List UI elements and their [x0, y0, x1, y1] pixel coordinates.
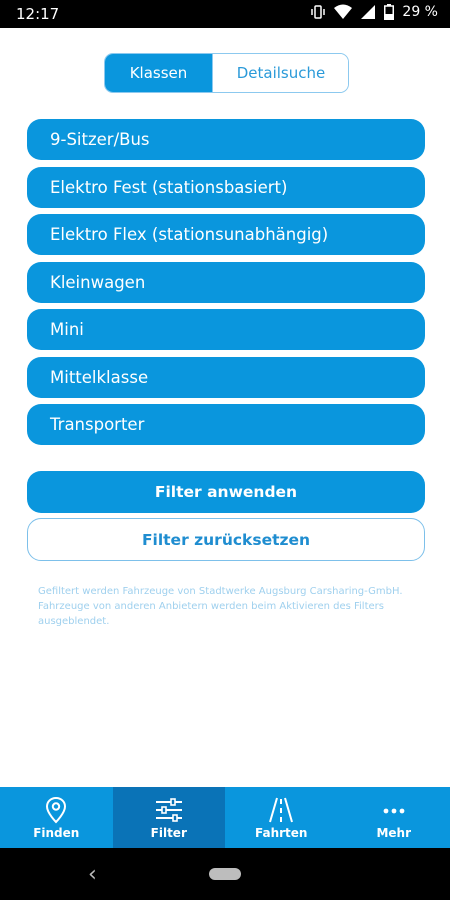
bottom-navigation: [0, 787, 450, 848]
battery-percentage: 29 %: [402, 4, 438, 20]
segmented-control: [104, 53, 349, 93]
signal-icon: [360, 4, 376, 20]
more-dots-icon: [382, 796, 406, 824]
nav-item-finden[interactable]: [0, 787, 113, 848]
wifi-icon: [334, 4, 352, 20]
nav-item-fahrten[interactable]: [225, 787, 338, 848]
battery-icon: [384, 4, 394, 20]
filter-info-note: Gefiltert werden Fahrzeuge von Stadtwerke Augsburg Carsharing-GmbH. Fahrzeuge von anderen Anbietern werden beim Aktivieren des Filters ausgeblendet.: [38, 586, 403, 627]
class-item-elektro-fest[interactable]: Elektro Fest (stationsbasiert): [27, 167, 425, 208]
class-item-kleinwagen[interactable]: Kleinwagen: [27, 262, 425, 303]
class-item-mini[interactable]: Mini: [27, 309, 425, 350]
sliders-icon: [154, 796, 184, 824]
reset-filter-button[interactable]: Filter zurücksetzen: [27, 518, 425, 561]
class-item-9-sitzer-bus[interactable]: 9-Sitzer/Bus: [27, 119, 425, 160]
nav-label-finden: Finden: [33, 826, 80, 840]
road-icon: [267, 796, 295, 824]
location-pin-icon: [45, 796, 67, 824]
class-item-mittelklasse[interactable]: Mittelklasse: [27, 357, 425, 398]
status-bar: [0, 0, 450, 28]
vibrate-icon: [310, 4, 326, 20]
nav-label-filter: Filter: [150, 826, 187, 840]
tab-klassen[interactable]: Klassen: [105, 54, 212, 92]
nav-item-mehr[interactable]: [338, 787, 450, 848]
system-navigation-bar: [0, 848, 450, 900]
tab-detailsuche[interactable]: Detailsuche: [212, 54, 349, 92]
home-pill-icon[interactable]: [209, 868, 241, 880]
status-icons: [310, 4, 438, 20]
class-item-elektro-flex[interactable]: Elektro Flex (stationsunabhängig): [27, 214, 425, 255]
nav-item-filter[interactable]: [113, 787, 226, 848]
vehicle-class-list: [27, 119, 425, 452]
apply-filter-button[interactable]: Filter anwenden: [27, 471, 425, 513]
class-item-transporter[interactable]: Transporter: [27, 404, 425, 445]
nav-label-mehr: Mehr: [376, 826, 412, 840]
back-icon[interactable]: ‹: [88, 862, 97, 887]
status-time: 12:17: [16, 5, 60, 23]
nav-label-fahrten: Fahrten: [255, 826, 308, 840]
